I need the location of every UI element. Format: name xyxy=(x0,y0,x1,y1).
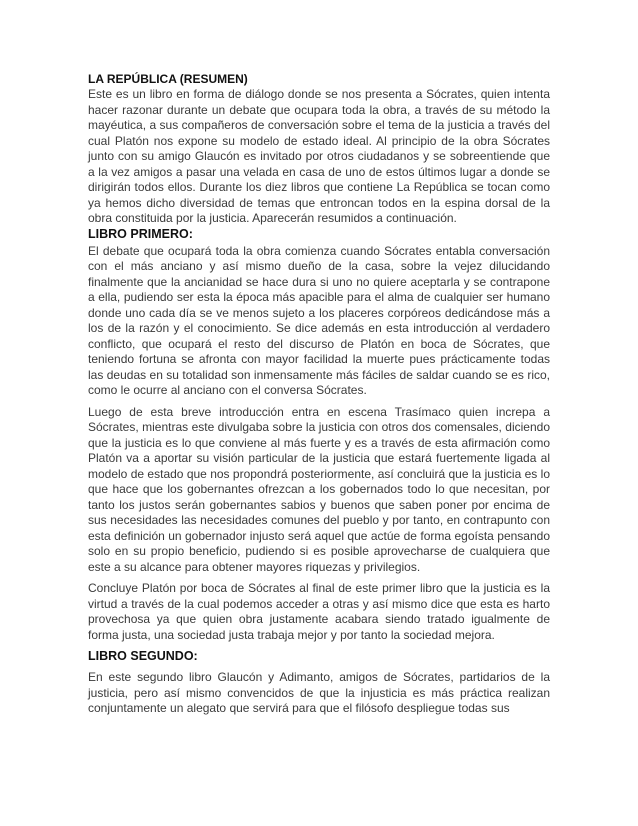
libro-primero-paragraph-3: Concluye Platón por boca de Sócrates al final de este primer libro que la justicia es la virtud a través de la cual podemos acceder a otras y así mismo dice que esta es harto provechosa ya que quien obra justamente acabara siendo tratado igualmente de forma justa, una sociedad justa trabaja mejor y por tanto la sociedad mejora. xyxy=(88,581,550,642)
document-page xyxy=(88,72,550,717)
section-heading-libro-segundo: LIBRO SEGUNDO: xyxy=(88,649,198,663)
section-heading-libro-primero: LIBRO PRIMERO: xyxy=(88,226,193,241)
libro-primero-paragraph-1: El debate que ocupará toda la obra comienza cuando Sócrates entabla conversación con el más anciano y así mismo dueño de la casa, sobre la vejez dilucidando finalmente que la ancianidad se hace dura si uno no quiere aceptarla y se contrapone a ella, pudiendo ser esta la época más apacible para el alma de cualquier ser humano donde uno cada día se ve menos sujeto a los placeres corpóreos dedicándose más a los de la razón y el conocimiento. Se dice además en esta introducción al verdadero conflicto, que ocupará el resto del discurso de Platón en boca de Sócrates, que teniendo fortuna se afronta con mayor facilidad la muerte pues prácticamente todas las deudas en su totalidad son inmensamente más fáciles de saldar cuando se es rico, como le ocurre al anciano con el conversa Sócrates. xyxy=(88,243,550,397)
intro-paragraph: Este es un libro en forma de diálogo donde se nos presenta a Sócrates, quien intenta hacer razonar durante un debate que ocupara toda la obra, a través de su método la mayéutica, a sus compañeros de conversación sobre el tema de la justicia a través del cual Platón nos expone su modelo de estado ideal. Al principio de la obra Sócrates junto con su amigo Glaucón es invitado por otros ciudadanos y se sobreentiende que a la vez amigos a pasar una velada en casa de uno de estos últimos lugar a donde se dirigirán todos ellos. Durante los diez libros que contiene La República se tocan como ya hemos dicho diversidad de temas que entroncan todos en la espina dorsal de la obra constituida por la justicia. Aparecerán resumidos a continuación. xyxy=(88,87,550,225)
libro-segundo-paragraph-1: En este segundo libro Glaucón y Adimanto, amigos de Sócrates, partidarios de la justicia, pero así mismo convencidos de que la injusticia es más práctica realizan conjuntamente un alegato que servirá para que el filósofo despliegue todas sus xyxy=(88,670,550,715)
libro-primero-paragraph-2: Luego de esta breve introducción entra en escena Trasímaco quien increpa a Sócrates, mientras este divulgaba sobre la justicia con otros dos comensales, diciendo que la justicia es lo que conviene al más fuerte y es a través de esta afirmación como Platón va a aportar su visión particular de la justicia que estará fuertemente ligada al modelo de estado que nos propondrá posteriormente, así concluirá que la justicia es lo que hace que los gobernantes ofrezcan a los gobernados todo lo que necesitan, por tanto los justos serán gobernantes sabios y buenos que saben poner por encima de sus necesidades las necesidades comunes del pueblo y por tanto, en contrapunto con esta definición un gobernador injusto será aquel que actúe de forma egoísta pensando solo en su propio beneficio, pudiendo si es posible aprovecharse de cualquiera que este a su alcance para obtener mayores riquezas y privilegios. xyxy=(88,404,550,574)
document-title: LA REPÚBLICA (RESUMEN) xyxy=(88,72,248,86)
